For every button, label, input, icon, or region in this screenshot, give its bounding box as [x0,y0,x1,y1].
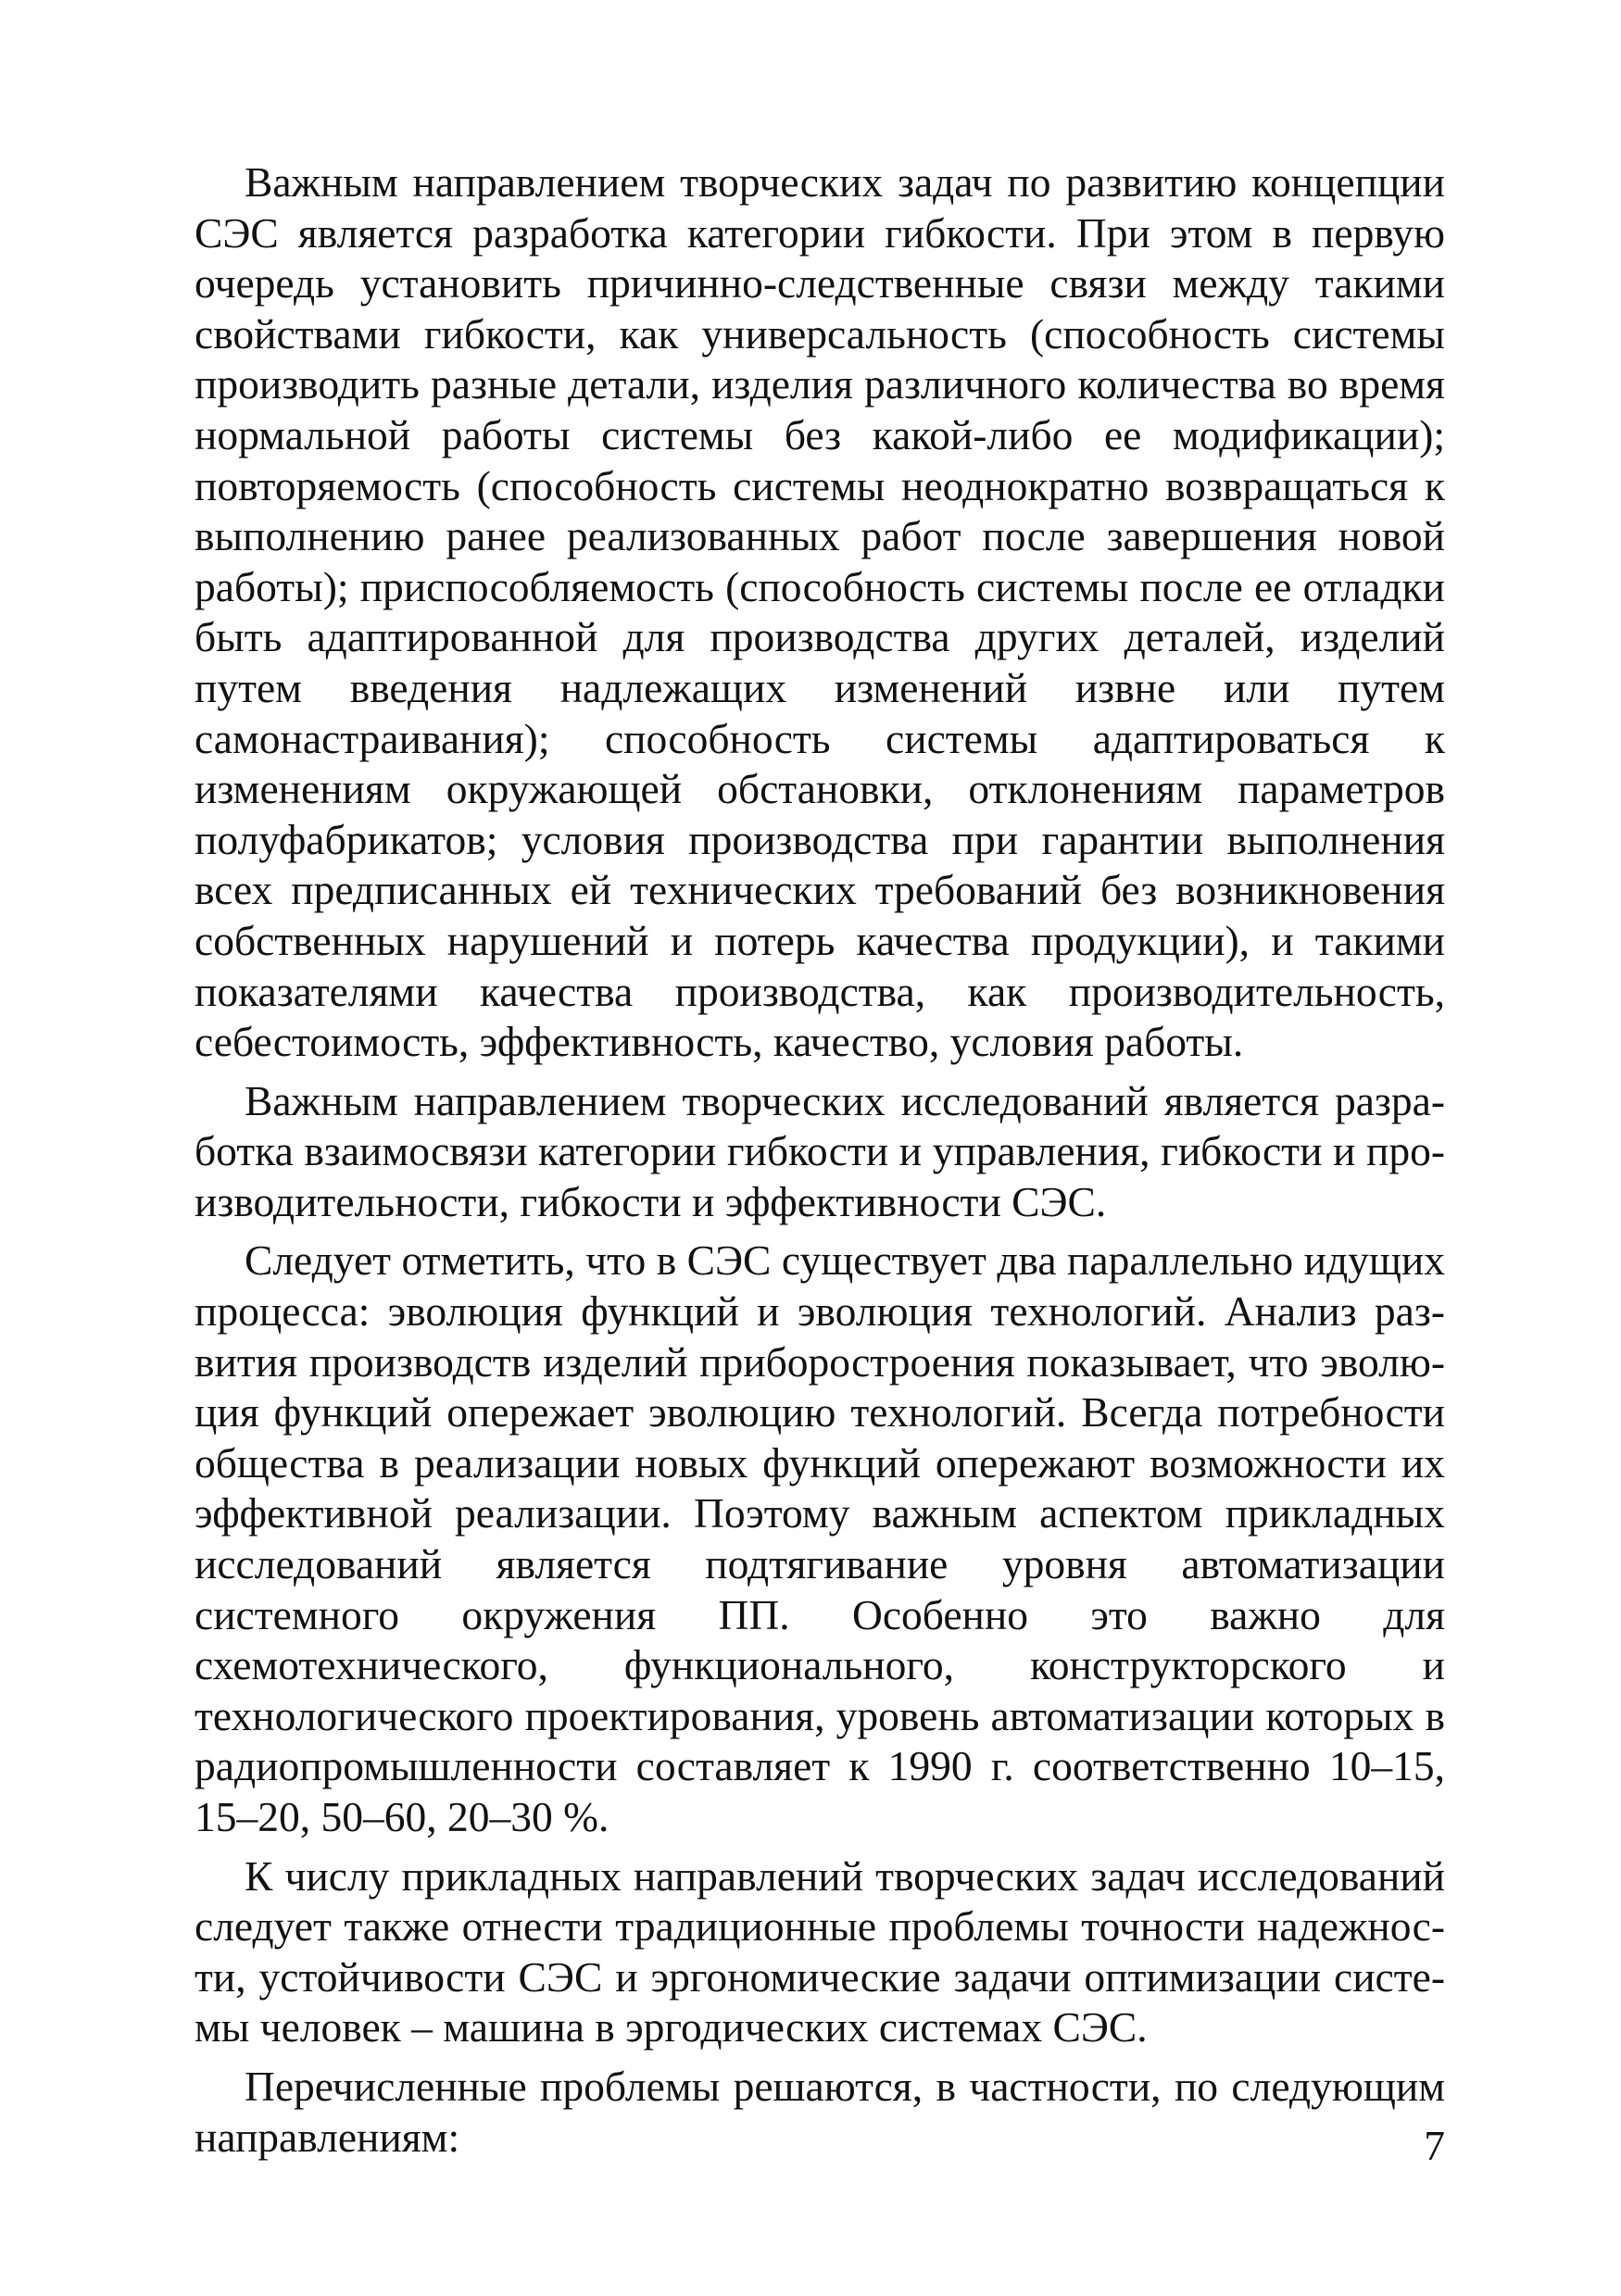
paragraph-evolution-processes: Следует отметить, что в СЭС существует два параллельно идущих процесса: эволюция функций и эволюция технологий. Анализ развития производств изделий приборостроения показывает, что эволюция функций опережает эволюцию технологий. Всегда потребности общества в реализации новых функций опережают возможности их эффективной реализации. Поэтому важным аспектом прикладных исследований является подтягивание уровня автоматизации системного окружения ПП. Особенно это важно для схемотехнического, функционального, конструкторского и технологического проектирования, уровень автоматизации которых в радиопромышленности составляет к 1990 г. соответственно 10–15, 15–20, 50–60, 20–30 %. [195,1236,1445,1840]
paragraph-solution-directions: Перечисленные проблемы решаются, в частности, по следующим направлениям: [195,2062,1445,2161]
paragraph-flexibility-concept: Важным направлением творческих задач по развитию концепции СЭС является разработка категории гибкости. При этом в первую очередь установить причинно-следственные связи между такими свойствами гибкости, как универсальность (способность системы производить разные детали, изделия различного количества во время нормальной работы системы без какой-либо ее модификации); повторяемость (способность системы неоднократно возвращаться к выполнению ранее реализованных работ после завершения новой работы); приспособляемость (способность системы после ее отладки быть адаптированной для производства других деталей, изделий путем введения надлежащих изменений извне или путем самонастраивания); способность системы адаптироваться к изменениям окружающей обстановки, отклонениям параметров полуфабрикатов; условия производства при гарантии выполнения всех предписанных ей технических требований без возникновения собственных нарушений и потерь качества продукции), и такими показателями качества производства, как производительность, себестоимость, эффективность, качество, условия работы. [195,158,1445,1066]
paragraph-applied-directions: К числу прикладных направлений творческих задач исследований следует также отнести традиционные проблемы точности надежности, устойчивости СЭС и эргономические задачи оптимизации системы человек – машина в эргодических системах СЭС. [195,1851,1445,2051]
page-number: 7 [1424,2122,1445,2169]
paragraph-flexibility-relations: Важным направлением творческих исследований является разработка взаимосвязи категории гибкости и управления, гибкости и производительности, гибкости и эффективности СЭС. [195,1076,1445,1225]
body-text [195,157,1445,2171]
